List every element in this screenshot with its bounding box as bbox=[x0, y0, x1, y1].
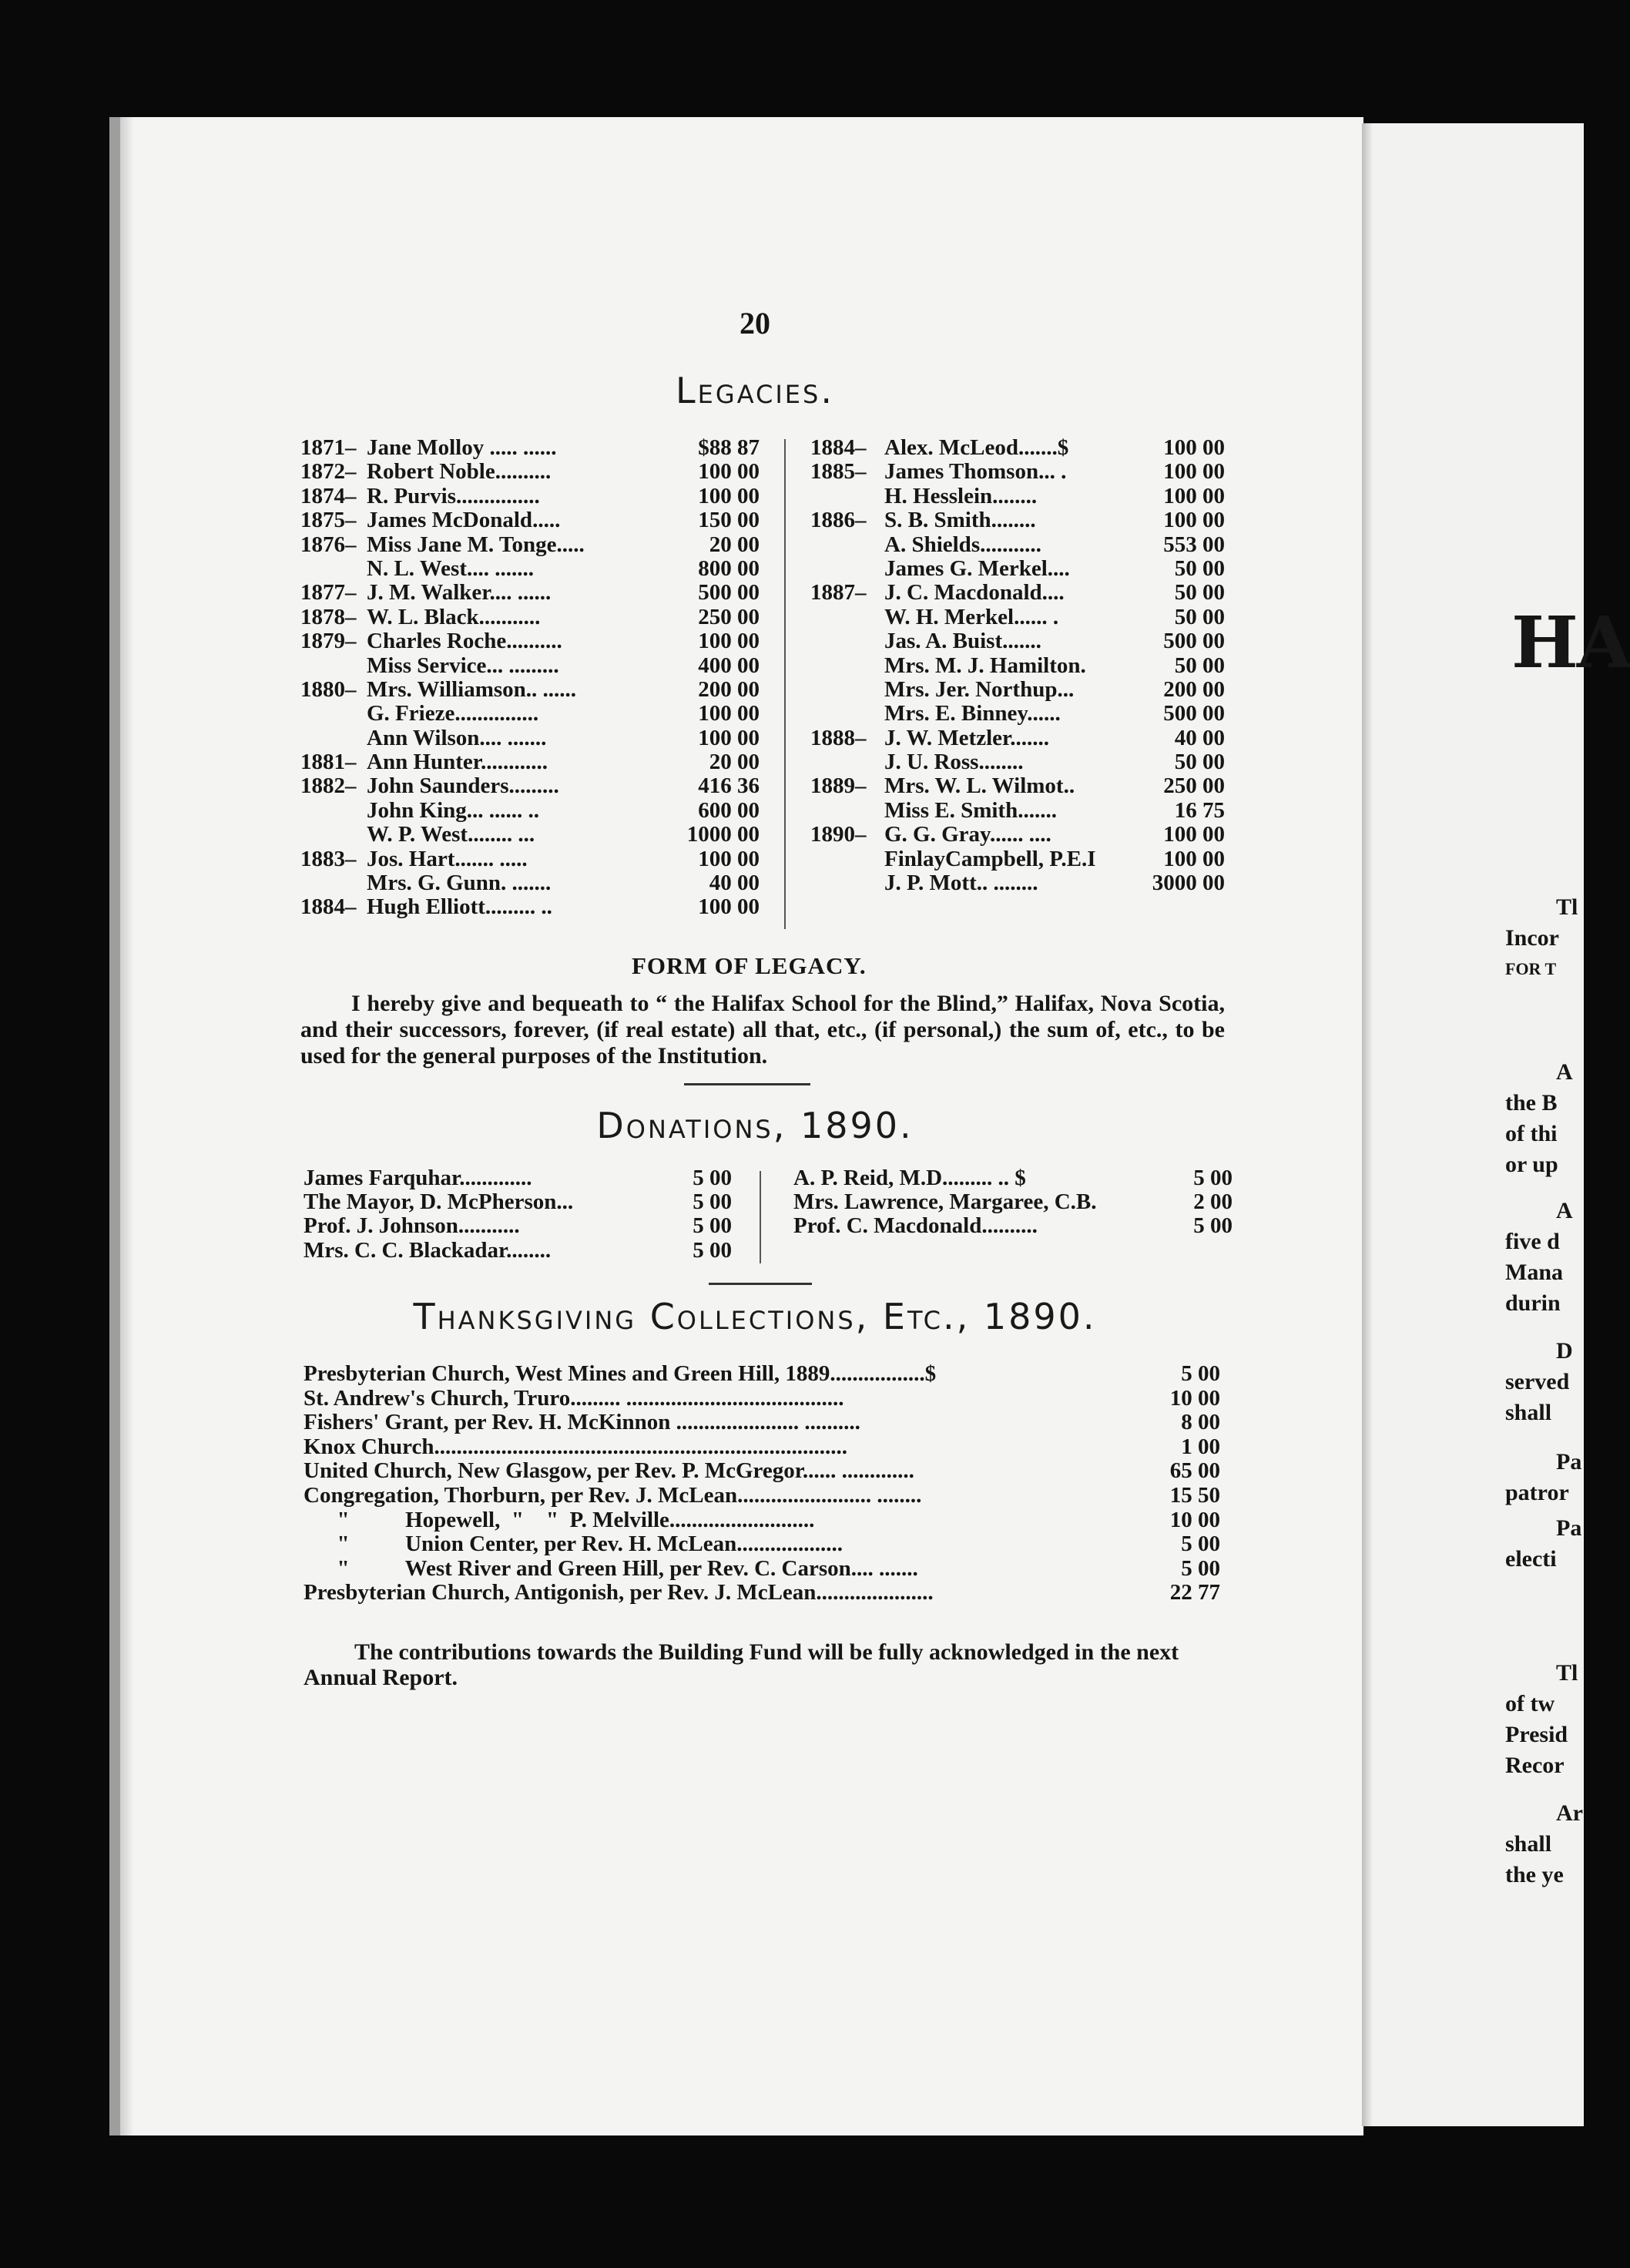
right-page-text-fragment: Ar bbox=[1556, 1800, 1583, 1826]
right-page-text-fragment: the B bbox=[1505, 1090, 1558, 1116]
collection-source: Congregation, Thorburn, per Rev. J. McLean........................ ........ bbox=[304, 1482, 922, 1508]
legacy-entry-row bbox=[810, 629, 1225, 653]
legacy-entry-row bbox=[300, 750, 760, 774]
legacy-entry-row bbox=[300, 606, 760, 629]
donation-entry-row bbox=[793, 1166, 1233, 1190]
donor-name: Prof. J. Johnson........... bbox=[304, 1213, 520, 1239]
collection-source: United Church, New Glasgow, per Rev. P. McGregor...... ............. bbox=[304, 1458, 914, 1484]
legacy-entry-row bbox=[810, 750, 1225, 774]
legacy-name: Hugh Elliott......... .. bbox=[367, 894, 552, 920]
legacy-amount: 50 00 bbox=[1174, 580, 1225, 606]
legacy-amount: 100 00 bbox=[1163, 846, 1225, 871]
legacy-year: 1886– bbox=[810, 508, 867, 533]
donation-entry-row bbox=[793, 1214, 1233, 1238]
collection-amount: 8 00 bbox=[1181, 1410, 1220, 1435]
legacy-amount: 20 00 bbox=[709, 532, 760, 557]
donor-name: James Farquhar............. bbox=[304, 1166, 532, 1190]
legacy-year: 1885– bbox=[810, 459, 867, 485]
legacy-entry-row bbox=[810, 485, 1225, 508]
donations-left-column bbox=[304, 1166, 732, 1263]
collection-entry-row bbox=[304, 1557, 1220, 1582]
legacy-amount: 100 00 bbox=[1163, 435, 1225, 460]
legacy-year: 1875– bbox=[300, 508, 357, 533]
collection-amount: 22 77 bbox=[1169, 1580, 1220, 1605]
legacy-entry-row bbox=[810, 606, 1225, 629]
legacy-amount: 100 00 bbox=[698, 894, 760, 920]
legacy-name: Charles Roche.......... bbox=[367, 629, 562, 654]
legacy-amount: 500 00 bbox=[1163, 629, 1225, 654]
legacy-name: R. Purvis............... bbox=[367, 483, 540, 508]
legacy-entry-row bbox=[810, 847, 1225, 871]
legacy-amount: 100 00 bbox=[1163, 483, 1225, 508]
legacy-name: W. H. Merkel...... . bbox=[884, 604, 1059, 629]
legacy-year: 1876– bbox=[300, 532, 357, 557]
collection-amount: 10 00 bbox=[1169, 1507, 1220, 1532]
legacy-name: G. Frieze............... bbox=[367, 701, 539, 726]
donation-amount: 5 00 bbox=[693, 1189, 732, 1215]
legacy-year bbox=[810, 557, 884, 581]
section-rule bbox=[709, 1283, 812, 1285]
form-of-legacy-text: I hereby give and bequeath to “ the Halifax School for the Blind,” Halifax, Nova Scotia, and their successors, forever, (if real estate) all that, etc., (if personal,) the sum of, etc., to be used for the general purposes of the Institution. bbox=[300, 991, 1225, 1069]
legacy-year: 1872– bbox=[300, 459, 357, 485]
donation-amount: 5 00 bbox=[1193, 1213, 1233, 1239]
legacy-entry-row bbox=[810, 581, 1225, 605]
legacy-name: Mrs. G. Gunn. ....... bbox=[367, 871, 552, 896]
legacy-amount: 16 75 bbox=[1174, 797, 1225, 823]
legacy-amount: 100 00 bbox=[698, 846, 760, 871]
legacy-entry-row bbox=[300, 871, 760, 895]
legacy-year: 1884– bbox=[300, 894, 357, 920]
legacy-name: Miss E. Smith....... bbox=[884, 797, 1057, 823]
collection-amount: 5 00 bbox=[1181, 1555, 1220, 1581]
legacy-year: 1877– bbox=[300, 580, 357, 606]
legacy-entry-row bbox=[810, 702, 1225, 726]
legacy-entry-row bbox=[300, 557, 760, 581]
donation-entry-row bbox=[304, 1239, 732, 1263]
legacy-amount: 100 00 bbox=[698, 701, 760, 726]
legacy-year bbox=[300, 823, 367, 847]
legacy-name: G. G. Gray...... .... bbox=[884, 822, 1051, 847]
right-page-text-fragment: Presid bbox=[1505, 1722, 1568, 1747]
legacy-year: 1889– bbox=[810, 773, 867, 799]
donations-right-column bbox=[793, 1166, 1233, 1239]
legacy-amount: 800 00 bbox=[698, 555, 760, 581]
legacy-year: 1879– bbox=[300, 629, 357, 654]
collection-amount: 10 00 bbox=[1169, 1385, 1220, 1411]
legacy-amount: 50 00 bbox=[1174, 750, 1225, 775]
collection-amount: 5 00 bbox=[1181, 1361, 1220, 1386]
right-page-text-fragment: A bbox=[1556, 1059, 1573, 1085]
legacy-amount: 40 00 bbox=[1174, 725, 1225, 750]
legacies-right-column bbox=[810, 436, 1225, 895]
legacy-amount: 250 00 bbox=[1163, 773, 1225, 799]
legacy-entry-row bbox=[810, 871, 1225, 895]
legacy-amount: 100 00 bbox=[698, 459, 760, 485]
collection-source: Presbyterian Church, Antigonish, per Rev. J. McLean..................... bbox=[304, 1580, 934, 1605]
legacy-amount: 553 00 bbox=[1163, 532, 1225, 557]
legacy-entry-row bbox=[810, 774, 1225, 798]
legacy-year: 1883– bbox=[300, 846, 357, 871]
legacy-name: James Thomson... . bbox=[884, 459, 1067, 485]
right-page-text-fragment: shall bbox=[1505, 1831, 1552, 1857]
page-number: 20 bbox=[740, 306, 770, 341]
legacies-heading: Legacies. bbox=[676, 370, 834, 411]
donor-name: Mrs. C. C. Blackadar........ bbox=[304, 1237, 552, 1263]
collection-entry-row bbox=[304, 1581, 1220, 1605]
right-page-text-fragment: A bbox=[1556, 1198, 1573, 1223]
legacy-year bbox=[810, 678, 884, 702]
legacy-name: N. L. West.... ....... bbox=[367, 555, 534, 581]
right-page-text-fragment: D bbox=[1556, 1338, 1573, 1364]
legacy-amount: 100 00 bbox=[1163, 508, 1225, 533]
legacy-entry-row bbox=[300, 847, 760, 871]
donor-name: Mrs. Lawrence, Margaree, C.B. bbox=[793, 1189, 1097, 1215]
legacy-name: J. U. Ross........ bbox=[884, 750, 1024, 775]
thanksgiving-heading: Thanksgiving Collections, Etc., 1890. bbox=[413, 1296, 1097, 1337]
right-page-text-fragment: electi bbox=[1505, 1546, 1557, 1572]
legacy-name: Ann Wilson.... ....... bbox=[367, 725, 547, 750]
legacy-name: Alex. McLeod.......$ bbox=[884, 435, 1069, 460]
legacy-name: H. Hesslein........ bbox=[884, 483, 1038, 508]
legacy-amount: 40 00 bbox=[709, 871, 760, 896]
legacy-year bbox=[810, 533, 884, 557]
right-page-text-fragment: of thi bbox=[1505, 1121, 1558, 1146]
section-rule bbox=[684, 1083, 810, 1085]
donations-column-divider bbox=[760, 1171, 761, 1263]
legacy-entry-row bbox=[810, 678, 1225, 702]
legacy-year bbox=[810, 629, 884, 653]
legacy-name: A. Shields........... bbox=[884, 532, 1041, 557]
donation-entry-row bbox=[793, 1190, 1233, 1214]
legacy-entry-row bbox=[300, 508, 760, 532]
collection-amount: 1 00 bbox=[1181, 1434, 1220, 1459]
legacy-year bbox=[810, 702, 884, 726]
legacy-entry-row bbox=[300, 436, 760, 460]
collection-amount: 5 00 bbox=[1181, 1532, 1220, 1557]
legacy-entry-row bbox=[810, 436, 1225, 460]
collection-source: Presbyterian Church, West Mines and Green Hill, 1889.................$ bbox=[304, 1361, 937, 1386]
legacy-name: Mrs. W. L. Wilmot.. bbox=[884, 773, 1075, 799]
legacy-entry-row bbox=[810, 557, 1225, 581]
right-page-text-fragment: Tl bbox=[1556, 894, 1578, 920]
legacy-name: Ann Hunter............ bbox=[367, 750, 548, 775]
legacy-name: J. W. Metzler....... bbox=[884, 725, 1049, 750]
legacy-year: 1880– bbox=[300, 676, 357, 702]
legacy-name: Jos. Hart....... ..... bbox=[367, 846, 528, 871]
legacy-amount: 100 00 bbox=[1163, 822, 1225, 847]
legacy-name: Robert Noble.......... bbox=[367, 459, 552, 485]
collection-entry-row bbox=[304, 1508, 1220, 1533]
right-page-text-fragment: Tl bbox=[1556, 1660, 1578, 1686]
legacy-entry-row bbox=[810, 799, 1225, 823]
right-page-text-fragment: or up bbox=[1505, 1152, 1558, 1177]
donation-amount: 5 00 bbox=[693, 1213, 732, 1239]
legacy-amount: 416 36 bbox=[698, 773, 760, 799]
collection-entry-row bbox=[304, 1532, 1220, 1557]
collection-entry-row bbox=[304, 1387, 1220, 1411]
collection-source: Fishers' Grant, per Rev. H. McKinnon ...................... .......... bbox=[304, 1410, 860, 1435]
legacy-name: FinlayCampbell, P.E.I bbox=[884, 846, 1096, 871]
collection-source: St. Andrew's Church, Truro......... ....................................... bbox=[304, 1385, 844, 1411]
legacy-year bbox=[300, 871, 367, 895]
legacy-name: W. P. West........ ... bbox=[367, 822, 535, 847]
legacy-entry-row bbox=[300, 895, 760, 919]
legacy-amount: 100 00 bbox=[698, 629, 760, 654]
right-page-text-fragment: Pa bbox=[1556, 1449, 1582, 1475]
legacy-entry-row bbox=[810, 823, 1225, 847]
collection-entry-row bbox=[304, 1411, 1220, 1435]
legacy-amount: 600 00 bbox=[698, 797, 760, 823]
legacy-name: Mrs. Jer. Northup... bbox=[884, 676, 1075, 702]
thanksgiving-list bbox=[304, 1362, 1220, 1605]
legacy-amount: 100 00 bbox=[698, 725, 760, 750]
legacy-amount: 1000 00 bbox=[686, 822, 760, 847]
legacy-name: S. B. Smith........ bbox=[884, 508, 1036, 533]
right-page-text-fragment: Mana bbox=[1505, 1260, 1563, 1285]
right-page-heading-fragment: HA bbox=[1511, 601, 1630, 684]
legacy-name: Mrs. Williamson.. ...... bbox=[367, 676, 577, 702]
donation-entry-row bbox=[304, 1190, 732, 1214]
legacy-amount: 100 00 bbox=[1163, 459, 1225, 485]
legacy-year bbox=[300, 654, 367, 678]
legacy-year bbox=[300, 799, 367, 823]
legacy-name: W. L. Black........... bbox=[367, 604, 541, 629]
right-page-text-fragment: durin bbox=[1505, 1290, 1561, 1316]
legacy-year: 1874– bbox=[300, 483, 357, 508]
legacy-name: James G. Merkel.... bbox=[884, 555, 1070, 581]
legacy-year: 1878– bbox=[300, 604, 357, 629]
legacy-entry-row bbox=[810, 533, 1225, 557]
legacy-name: J. M. Walker.... ...... bbox=[367, 580, 552, 606]
collection-source: Knox Church.......................................................................... bbox=[304, 1434, 847, 1459]
legacy-year: 1884– bbox=[810, 435, 867, 460]
legacy-entry-row bbox=[300, 726, 760, 750]
right-page-text-fragment: five d bbox=[1505, 1229, 1560, 1254]
legacy-entry-row bbox=[300, 581, 760, 605]
legacy-year bbox=[810, 847, 884, 871]
donation-entry-row bbox=[304, 1214, 732, 1238]
legacy-year bbox=[810, 654, 884, 678]
right-page-text-fragment: Incor bbox=[1505, 925, 1559, 951]
right-page-text-fragment: of tw bbox=[1505, 1691, 1555, 1716]
legacy-name: John King... ...... .. bbox=[367, 797, 539, 823]
legacy-name: John Saunders......... bbox=[367, 773, 559, 799]
legacies-left-column bbox=[300, 436, 760, 920]
legacy-name: Miss Jane M. Tonge..... bbox=[367, 532, 585, 557]
legacy-amount: 400 00 bbox=[698, 653, 760, 678]
legacies-column-divider bbox=[784, 439, 786, 929]
legacy-year bbox=[300, 726, 367, 750]
donations-heading: Donations, 1890. bbox=[596, 1105, 914, 1146]
donation-amount: 2 00 bbox=[1193, 1189, 1233, 1215]
collection-entry-row bbox=[304, 1459, 1220, 1484]
legacy-name: Jas. A. Buist....... bbox=[884, 629, 1041, 654]
legacy-entry-row bbox=[300, 774, 760, 798]
legacy-entry-row bbox=[300, 678, 760, 702]
legacy-year: 1887– bbox=[810, 580, 867, 606]
right-page-text-fragment: the ye bbox=[1505, 1862, 1564, 1887]
collection-entry-row bbox=[304, 1435, 1220, 1460]
collection-amount: 15 50 bbox=[1169, 1482, 1220, 1508]
legacy-year: 1888– bbox=[810, 725, 867, 750]
legacy-amount: 20 00 bbox=[709, 750, 760, 775]
legacy-name: Mrs. M. J. Hamilton. bbox=[884, 653, 1086, 678]
legacy-amount: 3000 00 bbox=[1152, 871, 1225, 896]
right-page-text-fragment: shall bbox=[1505, 1400, 1552, 1425]
collection-source: " Hopewell, " " P. Melville.......................... bbox=[304, 1507, 815, 1532]
legacy-entry-row bbox=[810, 654, 1225, 678]
legacy-entry-row bbox=[300, 799, 760, 823]
legacy-entry-row bbox=[300, 629, 760, 653]
legacy-name: J. C. Macdonald.... bbox=[884, 580, 1065, 606]
legacy-amount: 250 00 bbox=[698, 604, 760, 629]
legacy-amount: 500 00 bbox=[1163, 701, 1225, 726]
legacy-amount: $88 87 bbox=[698, 435, 760, 460]
donor-name: The Mayor, D. McPherson... bbox=[304, 1189, 574, 1215]
legacy-entry-row bbox=[810, 508, 1225, 532]
legacy-entry-row bbox=[300, 823, 760, 847]
legacy-entry-row bbox=[300, 702, 760, 726]
legacy-year bbox=[810, 750, 884, 774]
legacy-year bbox=[810, 485, 884, 508]
legacy-year: 1871– bbox=[300, 435, 357, 460]
legacy-amount: 50 00 bbox=[1174, 555, 1225, 581]
legacy-name: Jane Molloy ..... ...... bbox=[367, 435, 557, 460]
donation-amount: 5 00 bbox=[693, 1237, 732, 1263]
legacy-name: J. P. Mott.. ........ bbox=[884, 871, 1038, 896]
legacy-year: 1890– bbox=[810, 822, 867, 847]
legacy-amount: 50 00 bbox=[1174, 604, 1225, 629]
legacy-amount: 150 00 bbox=[698, 508, 760, 533]
right-page-text-fragment: served bbox=[1505, 1369, 1570, 1394]
legacy-entry-row bbox=[810, 460, 1225, 484]
donation-entry-row bbox=[304, 1166, 732, 1190]
right-page-text-fragment: FOR T bbox=[1505, 959, 1557, 978]
legacy-amount: 50 00 bbox=[1174, 653, 1225, 678]
legacy-year bbox=[300, 702, 367, 726]
right-page-text-fragment: Recor bbox=[1505, 1753, 1565, 1778]
collection-source: " Union Center, per Rev. H. McLean................... bbox=[304, 1532, 843, 1557]
right-page-text-fragment: patror bbox=[1505, 1480, 1569, 1505]
legacy-amount: 500 00 bbox=[698, 580, 760, 606]
legacy-name: James McDonald..... bbox=[367, 508, 561, 533]
legacy-year: 1881– bbox=[300, 750, 357, 775]
donor-name: A. P. Reid, M.D......... .. $ bbox=[793, 1166, 1026, 1190]
collection-entry-row bbox=[304, 1362, 1220, 1387]
collection-source: " West River and Green Hill, per Rev. C. Carson.... ....... bbox=[304, 1555, 918, 1581]
legacy-entry-row bbox=[300, 485, 760, 508]
legacy-name: Miss Service... ......... bbox=[367, 653, 559, 678]
legacy-entry-row bbox=[300, 533, 760, 557]
legacy-name: Mrs. E. Binney...... bbox=[884, 701, 1061, 726]
donation-amount: 5 00 bbox=[1193, 1166, 1233, 1190]
form-of-legacy-title: FORM OF LEGACY. bbox=[632, 952, 867, 979]
legacy-year bbox=[810, 606, 884, 629]
legacy-amount: 100 00 bbox=[698, 483, 760, 508]
legacy-year bbox=[810, 799, 884, 823]
donation-amount: 5 00 bbox=[693, 1166, 732, 1190]
right-page-text-fragment: Pa bbox=[1556, 1515, 1582, 1541]
legacy-entry-row bbox=[300, 460, 760, 484]
legacy-entry-row bbox=[300, 654, 760, 678]
legacy-year bbox=[810, 871, 884, 895]
building-fund-note: The contributions towards the Building Fund will be fully acknowledged in the next Annual Report. bbox=[304, 1639, 1179, 1690]
legacy-year: 1882– bbox=[300, 773, 357, 799]
legacy-year bbox=[300, 557, 367, 581]
legacy-entry-row bbox=[810, 726, 1225, 750]
collection-entry-row bbox=[304, 1484, 1220, 1508]
legacy-amount: 200 00 bbox=[1163, 676, 1225, 702]
legacy-amount: 200 00 bbox=[698, 676, 760, 702]
donor-name: Prof. C. Macdonald.......... bbox=[793, 1213, 1038, 1239]
collection-amount: 65 00 bbox=[1169, 1458, 1220, 1484]
